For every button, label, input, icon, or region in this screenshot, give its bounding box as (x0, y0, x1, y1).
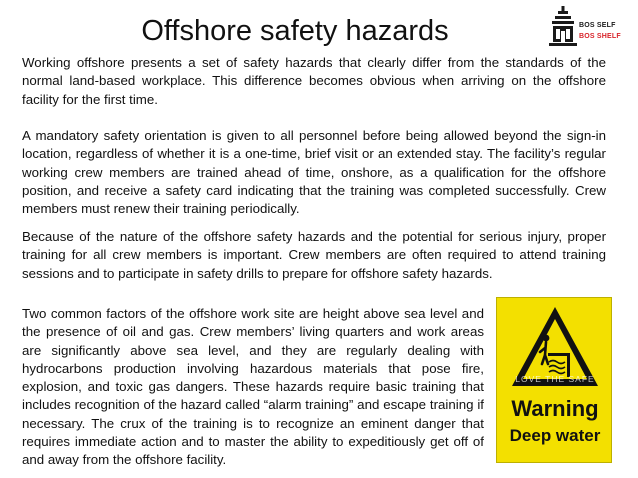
sign-subheading: Deep water (509, 426, 601, 445)
temple-icon (549, 6, 577, 48)
slide-title: Offshore safety hazards (141, 15, 449, 47)
brand-logo (549, 6, 635, 50)
warning-sign (496, 297, 612, 463)
paragraph-hazards: Two common factors of the offshore work site are height above sea level and the presence of oil and gas. Crew members’ living quarters and work areas are significantly above sea level, and they are regularly dealing with hydrocarbons production involving hazardous materials that pose fire, explosion, and toxic gas dangers. These hazards require basic training that includes recognition of the hazard called “alarm training” and escape training if necessary. The crux of the training is to recognize an eminent danger that requires immediate action and to master the ability to expeditiously get off of and away from the offshore facility. (22, 306, 484, 468)
sign-watermark: LOVE THE SAFE (515, 374, 595, 384)
sign-heading: Warning (511, 396, 599, 421)
logo-name: BOS SELF (579, 22, 616, 29)
paragraph-training: Because of the nature of the offshore safety hazards and the potential for serious injury, proper training for all crew members is important. Crew members are often required to attend training sessions and to participate in safety drills to prepare for offshore safety hazards. (22, 229, 606, 281)
paragraph-intro: Working offshore presents a set of safety hazards that clearly differ from the standards of the normal land-based workplace. This difference becomes obvious when arriving on the offshore facility for the first time. (22, 55, 606, 107)
logo-subname: BOS SHELF (579, 33, 621, 40)
paragraph-orientation: A mandatory safety orientation is given to all personnel before being allowed beyond the sign-in location, regardless of whether it is a one-time, brief visit or an extended stay. The facility’s regular working crew members are trained ahead of time, onshore, as a qualification for the offshore position, and receive a safety card indicating that the training was completed successfully. Crew members must renew their training periodically. (22, 128, 606, 217)
